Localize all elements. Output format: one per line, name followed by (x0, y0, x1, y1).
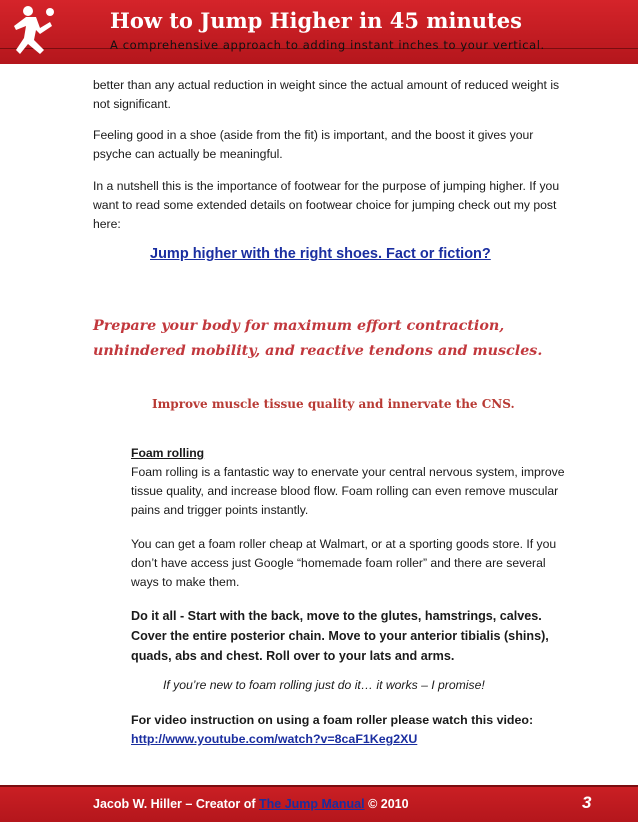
section-heading: Prepare your body for maximum effort contraction, unhindered mobility, and reactive tendons and muscles. (93, 318, 543, 359)
youtube-link[interactable]: http://www.youtube.com/watch?v=8caF1Keg2XU (131, 732, 418, 746)
page-footer (0, 785, 638, 822)
jumper-logo-icon (6, 2, 62, 58)
sub-heading: Improve muscle tissue quality and innervate the CNS. (152, 397, 515, 411)
encouragement-line: If you’re new to foam rolling just do it… it works – I promise! (163, 678, 485, 692)
footer-credit (93, 797, 409, 811)
footer-suffix: © 2010 (364, 797, 409, 811)
shoes-article-link[interactable] (150, 246, 491, 262)
document-title: How to Jump Higher in 45 minutes (110, 8, 522, 33)
page-number: 3 (582, 793, 592, 812)
video-instruction-text: For video instruction on using a foam roller please watch this video: (131, 713, 534, 727)
footer-prefix: Jacob W. Hiller – Creator of (93, 797, 260, 811)
foam-paragraph-3: Do it all - Start with the back, move to the glutes, hamstrings, calves. Cover the entire posterior chain. Move to your anterior tibialis (shins), quads, abs and chest. Roll over to your lats and arms. (131, 609, 549, 663)
paragraph-nutshell: In a nutshell this is the importance of footwear for the purpose of jumping higher. If you want to read some extended details on footwear choice for jumping check out my post here: (93, 179, 560, 231)
page-header (0, 0, 638, 64)
paragraph-feeling: Feeling good in a shoe (aside from the fit) is important, and the boost it gives your psyche can actually be meaningful. (93, 128, 534, 161)
shoes-article-link-text[interactable]: Jump higher with the right shoes. Fact or fiction? (150, 246, 491, 262)
foam-paragraph-2: You can get a foam roller cheap at Walmart, or at a sporting goods store. If you don’t have access just Google “homemade foam roller” and there are several ways to make them. (131, 537, 557, 589)
video-instruction (131, 711, 571, 749)
foam-paragraph-1: Foam rolling is a fantastic way to enervate your central nervous system, improve tissue quality, and increase blood flow. Foam rolling can even remove muscular pains and trigger points instantly. (131, 465, 565, 517)
foam-rolling-title: Foam rolling (131, 446, 205, 460)
document-subtitle: A comprehensive approach to adding instant inches to your vertical. (110, 38, 545, 52)
jump-manual-link[interactable]: The Jump Manual (259, 797, 365, 811)
paragraph-weight: better than any actual reduction in weight since the actual amount of reduced weight is not significant. (93, 78, 560, 111)
